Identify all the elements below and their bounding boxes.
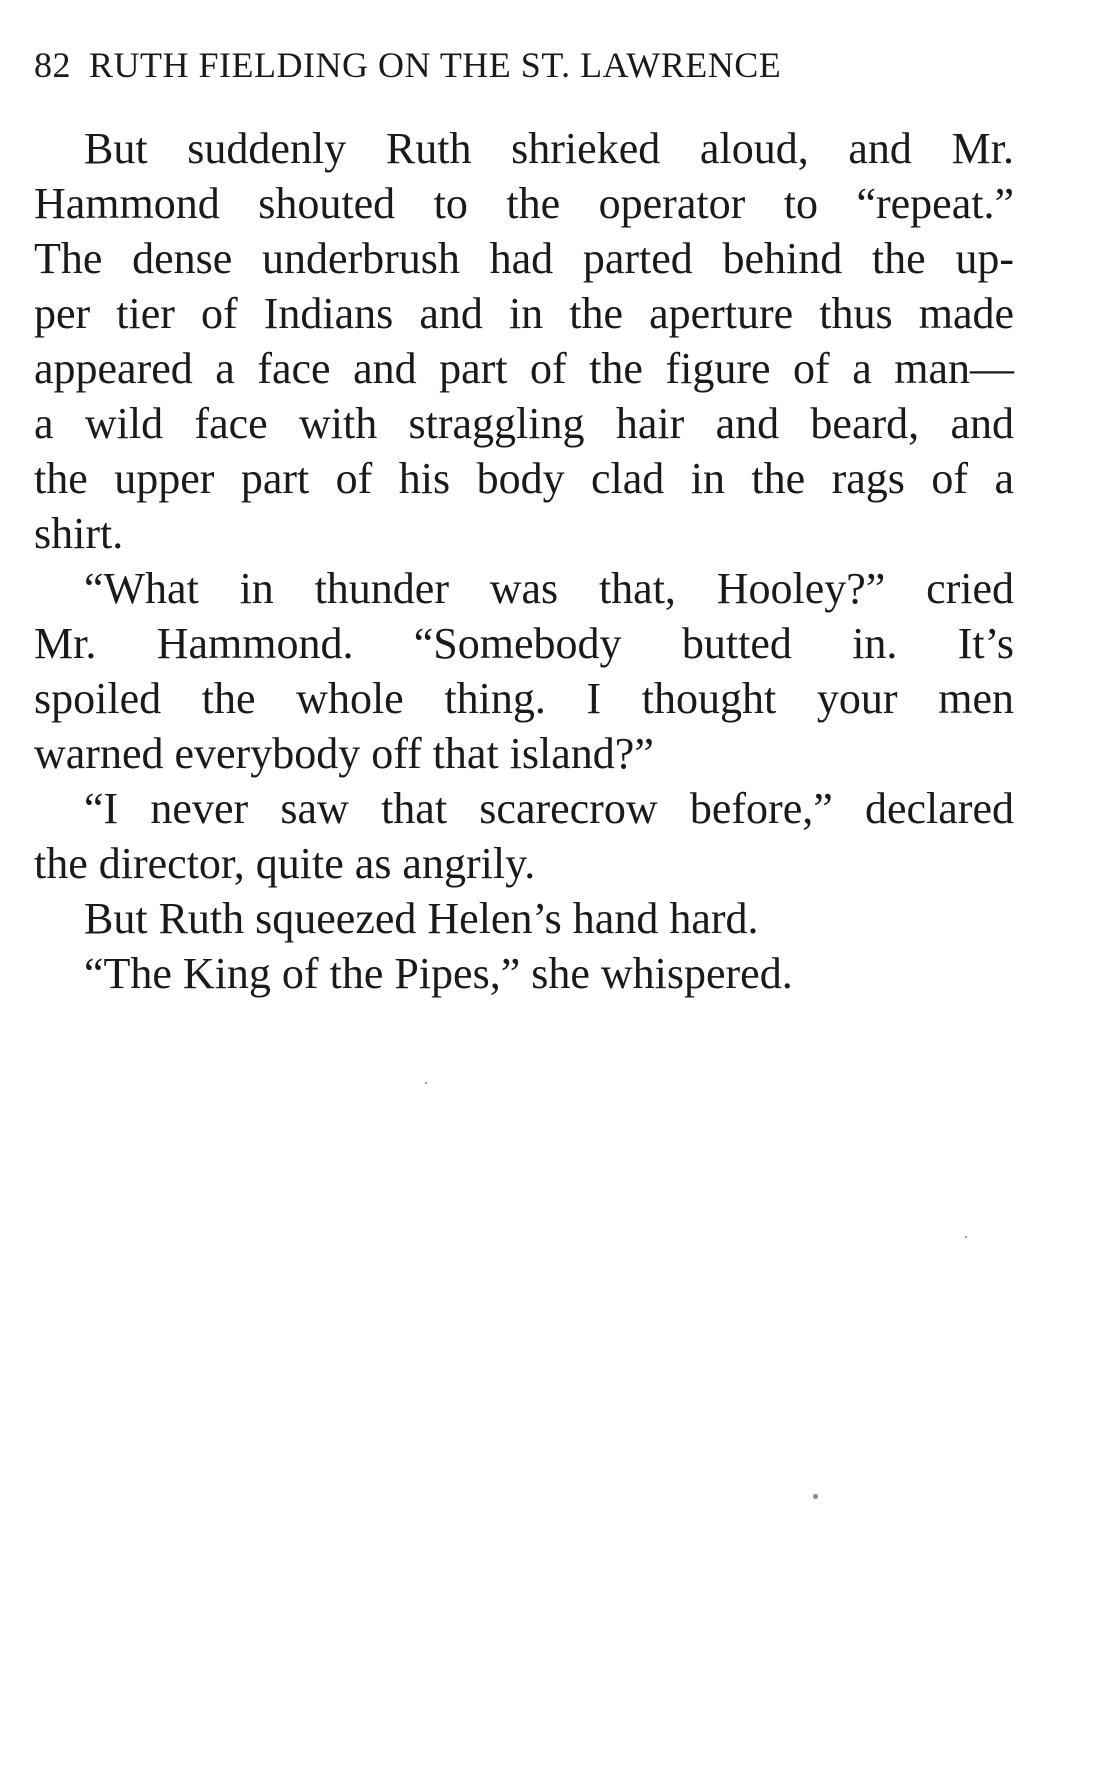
text-line: “What in thunder was that, Hooley?” cried: [84, 564, 1014, 613]
text-line: a wild face with straggling hair and beard, and: [34, 399, 1014, 448]
text-line: warned everybody off that island?”: [34, 729, 654, 778]
text-line: spoiled the whole thing. I thought your men: [34, 674, 1014, 723]
text-line: The dense underbrush had parted behind the up-: [34, 234, 1014, 283]
text-line: Mr. Hammond. “Somebody butted in. It’s: [34, 619, 1014, 668]
text-line: “The King of the Pipes,” she whispered.: [84, 949, 793, 998]
text-line: Hammond shouted to the operator to “repeat.”: [34, 179, 1014, 228]
running-title: RUTH FIELDING ON THE ST. LAWRENCE: [89, 45, 782, 85]
text-line: per tier of Indians and in the aperture thus made: [34, 289, 1014, 338]
text-line: appeared a face and part of the figure of a man—: [34, 344, 1014, 393]
text-line: shirt.: [34, 509, 124, 558]
text-line: the upper part of his body clad in the rags of a: [34, 454, 1014, 503]
scan-speck: [425, 1082, 427, 1084]
page-number: 82: [34, 45, 71, 85]
running-header: [34, 44, 934, 94]
scan-speck: [813, 1494, 818, 1499]
text-line: But Ruth squeezed Helen’s hand hard.: [84, 894, 759, 943]
scan-speck: [965, 1236, 967, 1238]
text-line: “I never saw that scarecrow before,” declared: [84, 784, 1014, 833]
body-text: [34, 121, 1014, 1001]
text-line: But suddenly Ruth shrieked aloud, and Mr.: [84, 124, 1014, 173]
text-line: the director, quite as angrily.: [34, 839, 536, 888]
